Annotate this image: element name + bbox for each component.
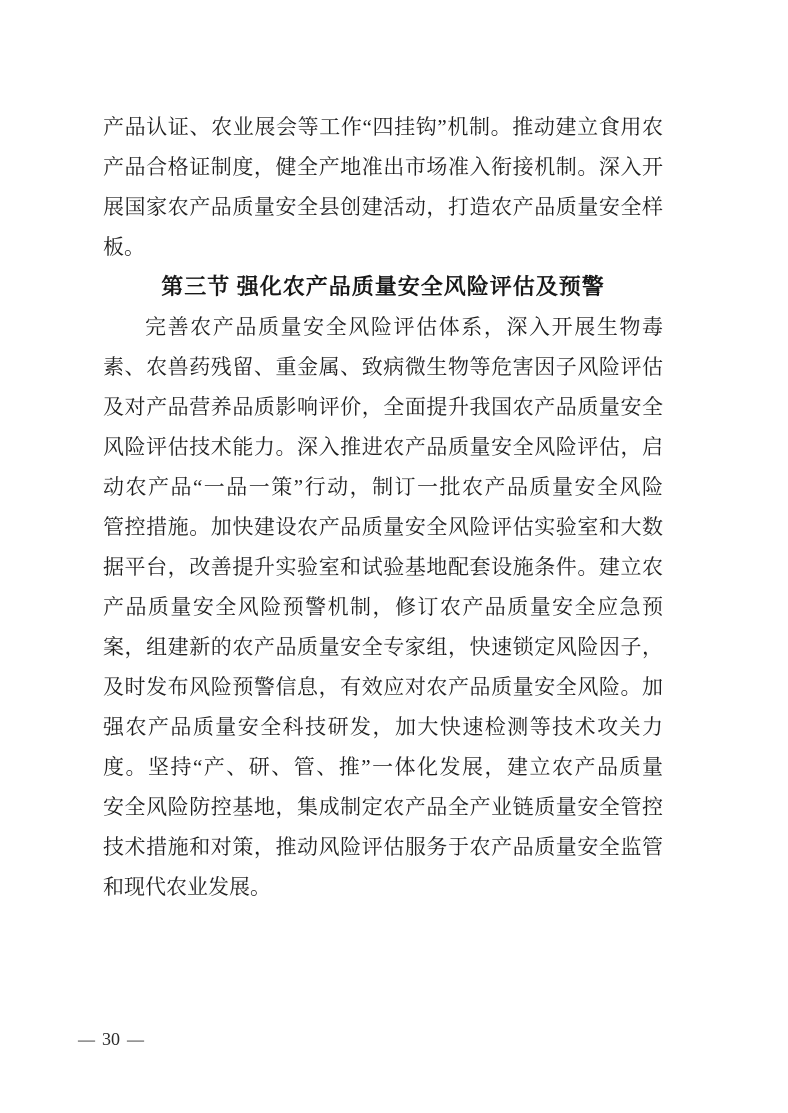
text-line: 强农产品质量安全科技研发，加大快速检测等技术攻关力 — [103, 715, 663, 739]
paragraph-continuation — [103, 107, 663, 267]
text-line: 产品质量安全风险预警机制，修订农产品质量安全应急预 — [103, 595, 663, 619]
text-line: 及对产品营养品质影响评价，全面提升我国农产品质量安全 — [103, 395, 663, 419]
text-line: 度。坚持“产、研、管、推”一体化发展，建立农产品质量 — [103, 755, 663, 779]
text-line: 动农产品“一品一策”行动，制订一批农产品质量安全风险 — [103, 475, 663, 499]
page-number: 30 — [102, 1029, 120, 1049]
section-heading: 第三节 强化农产品质量安全风险评估及预警 — [161, 274, 605, 299]
text-line: 和现代农业发展。 — [103, 875, 271, 899]
text-line: 素、农兽药残留、重金属、致病微生物等危害因子风险评估 — [103, 355, 663, 379]
text-line: 安全风险防控基地，集成制定农产品全产业链质量安全管控 — [103, 795, 663, 819]
text-line: 案，组建新的农产品质量安全专家组，快速锁定风险因子， — [103, 635, 663, 659]
page-footer — [78, 1030, 144, 1048]
text-line: 产品合格证制度，健全产地准出市场准入衔接机制。深入开 — [103, 155, 663, 179]
text-line: 及时发布风险预警信息，有效应对农产品质量安全风险。加 — [103, 675, 663, 699]
footer-dash-right: — — [127, 1029, 144, 1049]
page-body — [103, 107, 663, 907]
text-line: 风险评估技术能力。深入推进农产品质量安全风险评估，启 — [103, 435, 663, 459]
text-line: 产品认证、农业展会等工作“四挂钩”机制。推动建立食用农 — [103, 115, 663, 139]
text-line: 据平台，改善提升实验室和试验基地配套设施条件。建立农 — [103, 555, 663, 579]
text-line: 管控措施。加快建设农产品质量安全风险评估实验室和大数 — [103, 515, 663, 539]
footer-dash-left: — — [78, 1029, 95, 1049]
text-line: 展国家农产品质量安全县创建活动，打造农产品质量安全样 — [103, 195, 663, 219]
text-line: 板。 — [103, 235, 145, 259]
text-line: 技术措施和对策，推动风险评估服务于农产品质量安全监管 — [103, 835, 663, 859]
text-line: 完善农产品质量安全风险评估体系，深入开展生物毒 — [145, 315, 663, 339]
paragraph-main — [103, 307, 663, 907]
